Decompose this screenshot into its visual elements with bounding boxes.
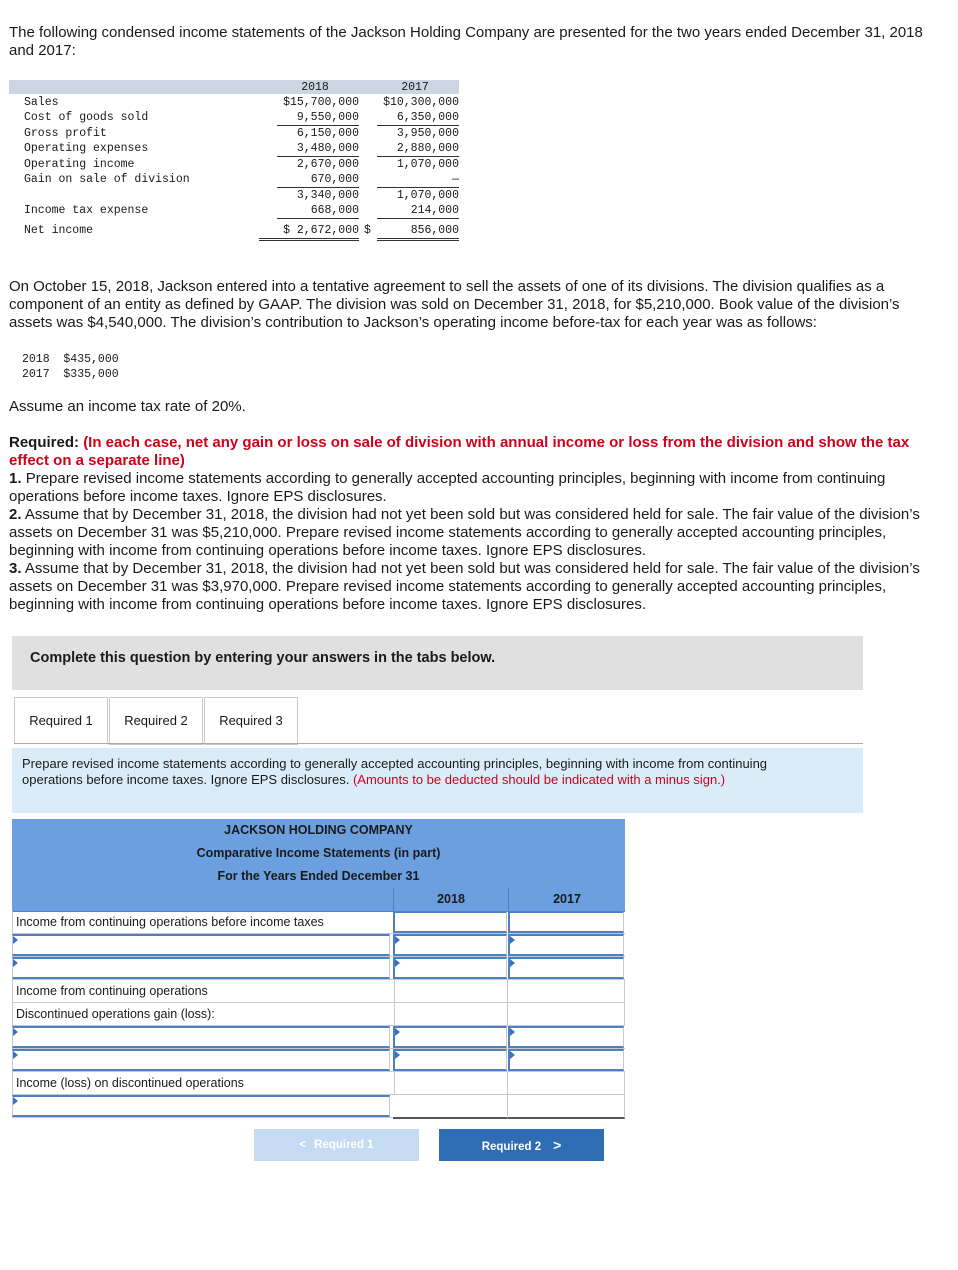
value-2018: $15,700,000 (283, 96, 359, 109)
value-2018: 2,670,000 (296, 158, 359, 171)
previous-button[interactable] (254, 1129, 419, 1161)
row-label: Gross profit (24, 127, 107, 140)
table-row (24, 110, 459, 125)
value-2017 (508, 1003, 625, 1025)
banner-text: Complete this question by entering your answers in the tabs below. (30, 650, 496, 666)
value-2017: 856,000 (377, 223, 459, 241)
value-2018: 3,480,000 (277, 141, 359, 157)
value-2017: $10,300,000 (383, 96, 459, 109)
required-note: (In each case, net any gain or loss on sale of division with annual income or loss from the division and show the tax effect on a separate line) (9, 434, 910, 469)
dropdown-marker-icon (510, 1051, 515, 1059)
required-item-3: Assume that by December 31, 2018, the division had not yet been sold but was considered held for sale. The fair value of the division’s assets on December 31 was $3,970,000. Prepare revised income statements according to generally accepted accounting principles, beginning with income from continuing operations before income taxes. Ignore EPS disclosures. (9, 560, 920, 613)
row-label: Income from continuing operations before income taxes (12, 911, 395, 933)
table-row (12, 911, 625, 934)
input-2017[interactable] (508, 1026, 624, 1048)
next-button[interactable] (439, 1129, 604, 1161)
intro-text: The following condensed income statements of the Jackson Holding Company are presented for the two years ended December 31, 2018 and 2017: (9, 24, 923, 59)
tab-required-3[interactable]: Required 3 (204, 697, 298, 745)
dropdown-marker-icon (395, 1028, 400, 1036)
contribution-2018: 2018 $435,000 (22, 353, 119, 366)
table-row (24, 141, 459, 156)
year-header-2017: 2017 (401, 81, 429, 94)
dropdown-marker-icon (510, 959, 515, 967)
row-label: Income tax expense (24, 204, 149, 217)
previous-label: Required 1 (314, 1139, 374, 1151)
dropdown-marker-icon (13, 1097, 18, 1105)
table-row (12, 980, 625, 1003)
dropdown-marker-icon (395, 936, 400, 944)
label-input[interactable] (12, 1026, 390, 1048)
input-2017[interactable] (508, 911, 624, 933)
instruction-note: (Amounts to be deducted should be indicated with a minus sign.) (352, 772, 726, 787)
input-2018[interactable] (393, 911, 507, 933)
chevron-right-icon: > (553, 1137, 562, 1153)
required-item-2: Assume that by December 31, 2018, the division had not yet been sold but was considered held for sale. The fair value of the division’s assets on December 31 was $5,210,000. Prepare revised income statements according to generally accepted accounting principles, beginning with income from continuing operations before income taxes. Ignore EPS disclosures. (9, 506, 920, 559)
input-2017[interactable] (508, 957, 624, 979)
tab-instruction-box (12, 748, 863, 813)
tax-note: Assume an income tax rate of 20%. (9, 398, 246, 415)
input-2018[interactable] (393, 934, 507, 956)
value-2017: 1,070,000 (396, 158, 459, 171)
value-2017: 6,350,000 (377, 110, 459, 126)
value-2017 (508, 1095, 625, 1119)
row-label: Gain on sale of division (24, 173, 190, 186)
value-2017: 214,000 (377, 203, 459, 219)
label-input[interactable] (12, 934, 390, 956)
statement-period: For the Years Ended December 31 (12, 865, 625, 889)
required-item-1: Prepare revised income statements according to generally accepted accounting principles, beginning with income from continuing operations before income taxes. Ignore EPS disclosures. (9, 470, 886, 505)
tab-instruction (22, 756, 822, 788)
value-2017: 2,880,000 (377, 141, 459, 157)
tab-divider (14, 743, 863, 744)
item-number: 3. (9, 560, 22, 577)
table-row (24, 95, 459, 110)
input-2018[interactable] (393, 957, 507, 979)
value-2018 (393, 1095, 508, 1119)
tab-required-2[interactable]: Required 2 (109, 697, 203, 745)
row-label: Operating income (24, 158, 135, 171)
row-label: Cost of goods sold (24, 111, 149, 124)
label-input[interactable] (12, 1095, 390, 1117)
value-2017 (508, 980, 625, 1002)
dropdown-marker-icon (13, 959, 18, 967)
input-2018[interactable] (393, 1049, 507, 1071)
value-2018: 6,150,000 (296, 127, 359, 140)
company-name: JACKSON HOLDING COMPANY (12, 819, 625, 843)
row-label: Net income (24, 224, 94, 237)
table-row (12, 1026, 625, 1049)
value-2018: 668,000 (277, 203, 359, 219)
value-2018 (393, 1072, 508, 1094)
value-2018 (393, 980, 508, 1002)
table-row (24, 203, 459, 218)
item-number: 1. (9, 470, 22, 487)
table-row (24, 157, 459, 172)
row-label: Income from continuing operations (12, 980, 395, 1002)
division-contribution (22, 352, 119, 382)
table-row (12, 1095, 625, 1118)
row-label: Operating expenses (24, 142, 149, 155)
contribution-2017: 2017 $335,000 (22, 368, 119, 381)
value-2017: 3,950,000 (396, 127, 459, 140)
label-input[interactable] (12, 1049, 390, 1071)
value-2018: 3,340,000 (296, 189, 359, 202)
table-row (12, 957, 625, 980)
dropdown-marker-icon (395, 959, 400, 967)
item-number: 2. (9, 506, 22, 523)
tab-required-1[interactable]: Required 1 (14, 697, 108, 745)
row-label: Discontinued operations gain (loss): (12, 1003, 395, 1025)
value-2017 (508, 1072, 625, 1094)
value-2018: 9,550,000 (277, 110, 359, 126)
year-header-2018: 2018 (301, 81, 329, 94)
table-row (12, 1003, 625, 1026)
value-2017: — (377, 172, 459, 188)
label-input[interactable] (12, 957, 390, 979)
dropdown-marker-icon (13, 1028, 18, 1036)
table-row (24, 188, 459, 203)
input-2017[interactable] (508, 1049, 624, 1071)
chevron-left-icon: < (299, 1139, 307, 1151)
input-2017[interactable] (508, 934, 624, 956)
instruction-text: Prepare revised income statements according to generally accepted accounting principles, beginning with income from continuing operations before income taxes. Ignore EPS disclosures. (22, 756, 768, 787)
column-2018: 2018 (393, 888, 508, 911)
row-label: Sales (24, 96, 59, 109)
table-row (24, 172, 459, 187)
input-2018[interactable] (393, 1026, 507, 1048)
row-label: Income (loss) on discontinued operations (12, 1072, 395, 1094)
value-2018 (393, 1003, 508, 1025)
column-header-row (12, 888, 625, 912)
table-row (24, 126, 459, 141)
value-2017: 1,070,000 (396, 189, 459, 202)
currency-symbol: $ (364, 224, 371, 237)
table-row (24, 223, 459, 238)
dropdown-marker-icon (13, 1051, 18, 1059)
required-label: Required: (9, 434, 80, 451)
table-row (12, 1072, 625, 1095)
value-2018: 670,000 (277, 172, 359, 188)
dropdown-marker-icon (510, 936, 515, 944)
required-section (9, 434, 944, 614)
next-label: Required 2 (481, 1141, 542, 1153)
column-2017: 2017 (508, 888, 625, 911)
instructions-banner (12, 636, 863, 690)
division-paragraph: On October 15, 2018, Jackson entered into a tentative agreement to sell the assets of one of its divisions. The division qualifies as a component of an entity as defined by GAAP. The division was sold on December 31, 2018, for $5,210,000. Book value of the division’s assets was $4,540,000. The division’s contribution to Jackson’s operating income before-tax for each year was as follows: (9, 278, 900, 331)
dropdown-marker-icon (395, 1051, 400, 1059)
table-row (12, 1049, 625, 1072)
dropdown-marker-icon (510, 1028, 515, 1036)
statement-title: Comparative Income Statements (in part) (12, 842, 625, 866)
value-2018: $ 2,672,000 (259, 223, 359, 241)
table-row (12, 934, 625, 957)
dropdown-marker-icon (13, 936, 18, 944)
